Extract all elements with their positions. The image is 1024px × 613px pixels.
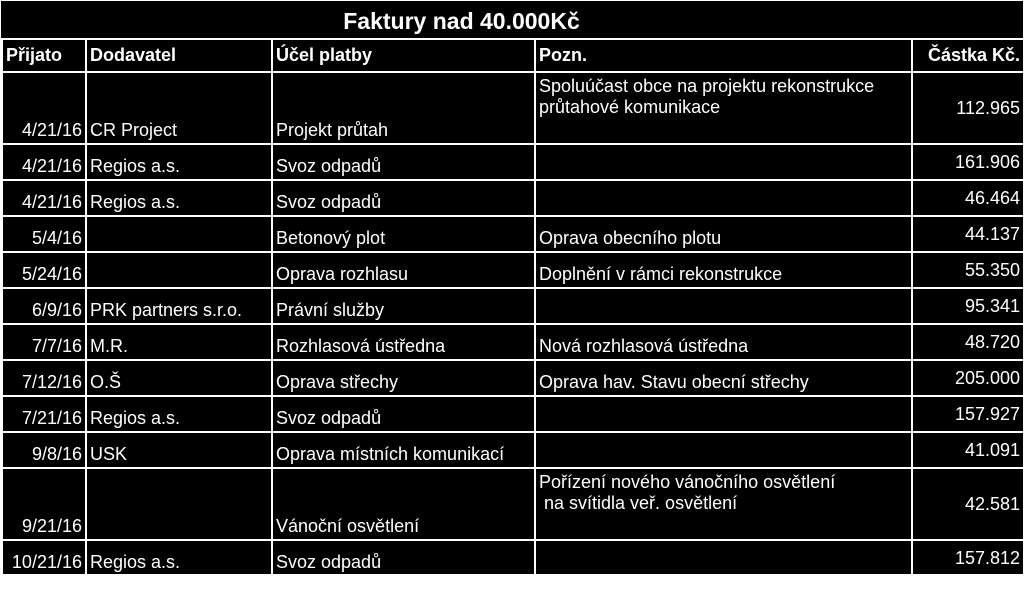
cell-note — [535, 324, 912, 360]
cell-purpose: Svoz odpadů — [272, 396, 535, 432]
table-row — [2, 252, 1024, 288]
cell-amount: 112.965 — [912, 72, 1024, 144]
cell-amount: 42.581 — [912, 468, 1024, 540]
cell-note-line: Doplnění v rámci rekonstrukce — [539, 264, 783, 284]
cell-purpose: Oprava rozhlasu — [272, 252, 535, 288]
cell-note — [535, 468, 912, 540]
cell-note-line: Oprava hav. Stavu obecní střechy — [539, 372, 809, 392]
header-date: Přijato — [2, 39, 86, 72]
cell-supplier: Regios a.s. — [86, 180, 272, 216]
cell-supplier: CR Project — [86, 72, 272, 144]
cell-amount: 56.265 — [912, 576, 1024, 612]
cell-amount: 95.341 — [912, 288, 1024, 324]
table-row — [2, 288, 1024, 324]
cell-date: 9/21/16 — [2, 468, 86, 540]
cell-date: 4/21/16 — [2, 144, 86, 180]
cell-supplier: Regios a.s. — [86, 396, 272, 432]
cell-purpose: Rozhlasová ústředna — [272, 324, 535, 360]
cell-note — [535, 396, 912, 432]
cell-purpose: Právní služby — [272, 288, 535, 324]
cell-purpose: Projekt průtah — [272, 72, 535, 144]
invoice-sheet — [1, 1, 1023, 608]
cell-supplier: O.Š — [86, 360, 272, 396]
cell-purpose: Betonový plot — [272, 216, 535, 252]
cell-date: 4/21/16 — [2, 180, 86, 216]
table-body — [2, 72, 1024, 612]
cell-amount: 161.906 — [912, 144, 1024, 180]
cell-date: 7/12/16 — [2, 360, 86, 396]
table-row — [2, 216, 1024, 252]
header-supplier: Dodavatel — [86, 39, 272, 72]
cell-amount: 46.464 — [912, 180, 1024, 216]
cell-purpose: Svoz odpadů — [272, 144, 535, 180]
cell-amount: 157.927 — [912, 396, 1024, 432]
table-row — [2, 324, 1024, 360]
cell-note — [535, 576, 912, 612]
header-purpose: Účel platby — [272, 39, 535, 72]
cell-note-line: Nová rozhlasová ústředna — [539, 336, 749, 356]
cell-amount: 157.812 — [912, 540, 1024, 576]
cell-supplier — [86, 216, 272, 252]
cell-amount: 41.091 — [912, 432, 1024, 468]
cell-supplier: M.R. — [86, 324, 272, 360]
header-amount: Částka Kč. — [912, 39, 1024, 72]
cell-date: 10/21/16 — [2, 540, 86, 576]
cell-purpose: Svoz odpadů — [272, 180, 535, 216]
cell-amount: 55.350 — [912, 252, 1024, 288]
cell-note-line: Oprava obecního plotu — [539, 228, 722, 248]
cell-note — [535, 288, 912, 324]
table-row — [2, 360, 1024, 396]
cell-note — [535, 432, 912, 468]
table-row — [2, 396, 1024, 432]
cell-date: 5/4/16 — [2, 216, 86, 252]
cell-supplier — [86, 468, 272, 540]
cell-note — [535, 252, 912, 288]
cell-amount: 44.137 — [912, 216, 1024, 252]
table-row — [2, 540, 1024, 576]
table-row — [2, 180, 1024, 216]
cell-supplier: PRK partners s.r.o. — [86, 288, 272, 324]
cell-note — [535, 72, 912, 144]
cell-amount: 48.720 — [912, 324, 1024, 360]
cell-purpose: Právní služby — [272, 576, 535, 612]
cell-date: 7/7/16 — [2, 324, 86, 360]
table-row — [2, 576, 1024, 612]
cell-note-line: na svítidla veř. osvětlení — [539, 493, 738, 513]
table-title-text: Faktury nad 40.000Kč — [343, 8, 580, 34]
cell-supplier: Regios a.s. — [86, 144, 272, 180]
cell-date: 5/24/16 — [2, 252, 86, 288]
cell-date: 9/8/16 — [2, 432, 86, 468]
table-row — [2, 144, 1024, 180]
cell-supplier — [86, 252, 272, 288]
cell-purpose: Oprava střechy — [272, 360, 535, 396]
cell-note — [535, 540, 912, 576]
cell-amount: 205.000 — [912, 360, 1024, 396]
cell-purpose: Svoz odpadů — [272, 540, 535, 576]
table-title — [86, 1, 1024, 39]
invoice-table — [1, 1, 1024, 613]
cell-supplier: PRK partners s.r.o. — [86, 576, 272, 612]
cell-purpose: Oprava místních komunikací — [272, 432, 535, 468]
cell-note — [535, 144, 912, 180]
cell-supplier: Regios a.s. — [86, 540, 272, 576]
table-row — [2, 72, 1024, 144]
cell-note — [535, 216, 912, 252]
cell-note-line: Pořízení nového vánočního osvětlení — [539, 472, 836, 492]
cell-purpose: Vánoční osvětlení — [272, 468, 535, 540]
cell-date: 6/9/16 — [2, 288, 86, 324]
cell-note-line: Spoluúčast obce na projektu rekonstrukce — [539, 76, 875, 96]
cell-date: 4/21/16 — [2, 72, 86, 144]
cell-note — [535, 180, 912, 216]
cell-note-line: průtahové komunikace — [539, 97, 721, 117]
header-row — [2, 39, 1024, 72]
header-note: Pozn. — [535, 39, 912, 72]
cell-date: 7/21/16 — [2, 396, 86, 432]
table-row — [2, 468, 1024, 540]
table-row — [2, 432, 1024, 468]
cell-note — [535, 360, 912, 396]
cell-date: 11/23/16 — [2, 576, 86, 612]
cell-supplier: USK — [86, 432, 272, 468]
